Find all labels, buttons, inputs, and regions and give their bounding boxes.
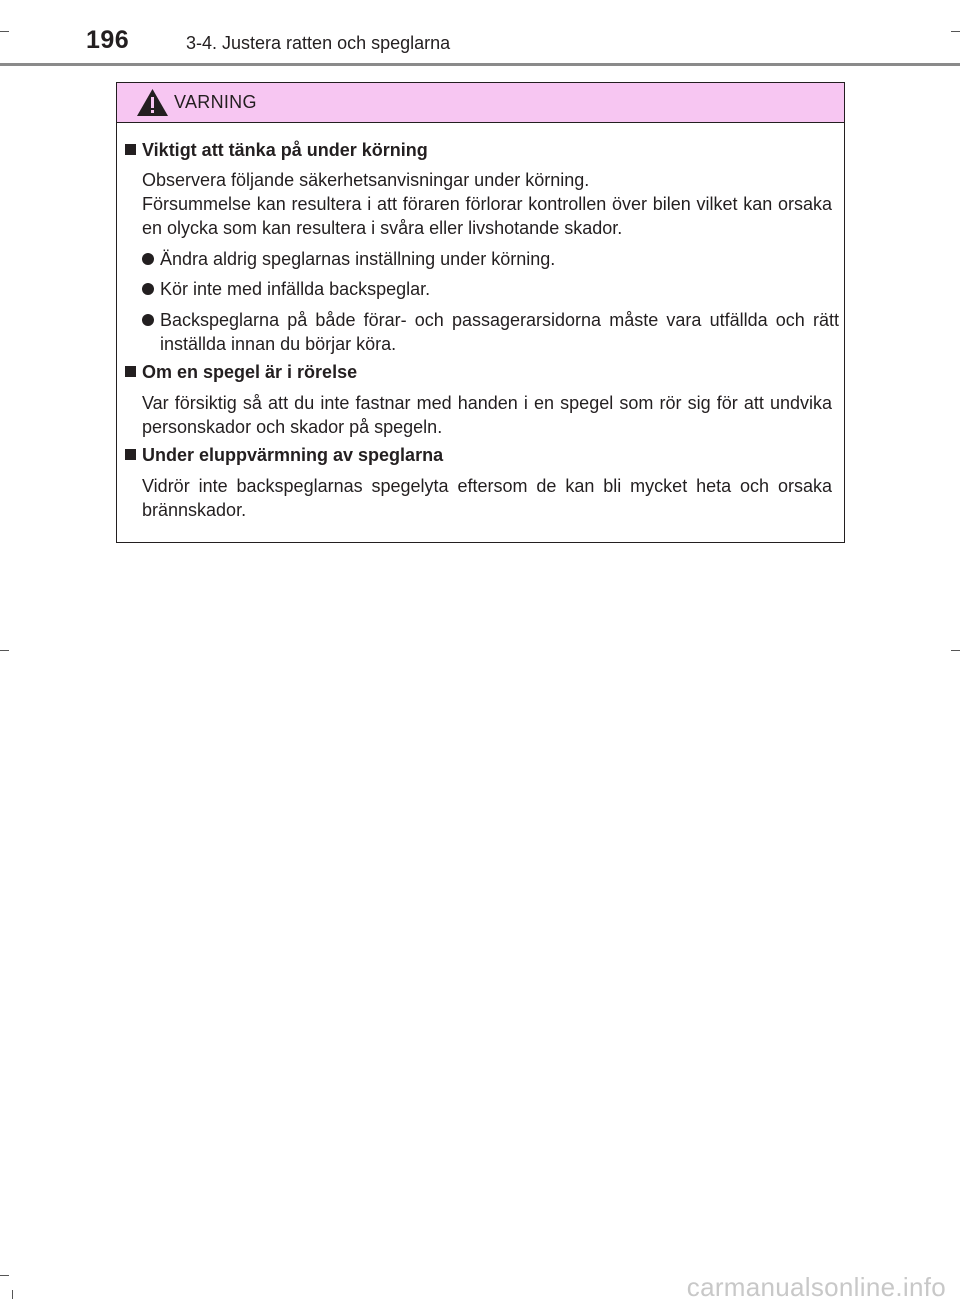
crop-mark bbox=[12, 1290, 13, 1299]
list-item-text: Backspeglarna på både förar- och passagerarsidorna måste vara utfällda och rätt inställda innan du börjar köra. bbox=[160, 310, 839, 354]
list-item bbox=[142, 277, 839, 301]
list-item-text: Ändra aldrig speglarnas inställning under körning. bbox=[160, 249, 556, 269]
section-heading bbox=[125, 140, 428, 161]
list-item bbox=[142, 247, 839, 271]
round-bullet-icon bbox=[142, 253, 154, 265]
crop-mark bbox=[951, 31, 960, 32]
section-heading bbox=[125, 445, 443, 466]
section-heading-text: Under eluppvärmning av speglarna bbox=[142, 445, 444, 465]
square-bullet-icon bbox=[125, 449, 136, 460]
section-paragraph bbox=[142, 168, 832, 240]
header-rule bbox=[0, 63, 960, 66]
round-bullet-icon bbox=[142, 283, 154, 295]
section-heading bbox=[125, 362, 357, 383]
warning-triangle-icon bbox=[136, 88, 169, 117]
watermark: carmanualsonline.info bbox=[686, 1272, 946, 1302]
section-heading-text: Viktigt att tänka på under körning bbox=[142, 140, 428, 160]
section-paragraph bbox=[142, 391, 832, 439]
paragraph-line: Vidrör inte backspeglarnas spegelyta eftersom de kan bli mycket heta och orsaka brännskador. bbox=[142, 476, 832, 520]
crop-mark bbox=[0, 1275, 9, 1276]
section-title: 3-4. Justera ratten och speglarna bbox=[186, 33, 451, 53]
crop-mark bbox=[951, 650, 960, 651]
page-number: 196 bbox=[86, 26, 130, 54]
paragraph-line: Försummelse kan resultera i att föraren förlorar kontrollen över bilen vilket kan orsaka en olycka som kan resultera i svåra eller livshotande skador. bbox=[142, 194, 832, 238]
round-bullet-icon bbox=[142, 314, 154, 326]
crop-mark bbox=[0, 31, 9, 32]
section-heading-text: Om en spegel är i rörelse bbox=[142, 362, 358, 382]
warning-header bbox=[117, 83, 844, 123]
warning-box bbox=[116, 82, 845, 543]
crop-mark bbox=[0, 650, 9, 651]
paragraph-line: Observera följande säkerhetsanvisningar under körning. bbox=[142, 170, 590, 190]
list-item bbox=[142, 308, 839, 356]
warning-label: VARNING bbox=[174, 92, 257, 112]
square-bullet-icon bbox=[125, 366, 136, 377]
section-paragraph bbox=[142, 474, 832, 522]
square-bullet-icon bbox=[125, 144, 136, 155]
list-item-text: Kör inte med infällda backspeglar. bbox=[160, 279, 431, 299]
paragraph-line: Var försiktig så att du inte fastnar med handen i en spegel som rör sig för att undvika personskador och skador på spegeln. bbox=[142, 393, 832, 437]
